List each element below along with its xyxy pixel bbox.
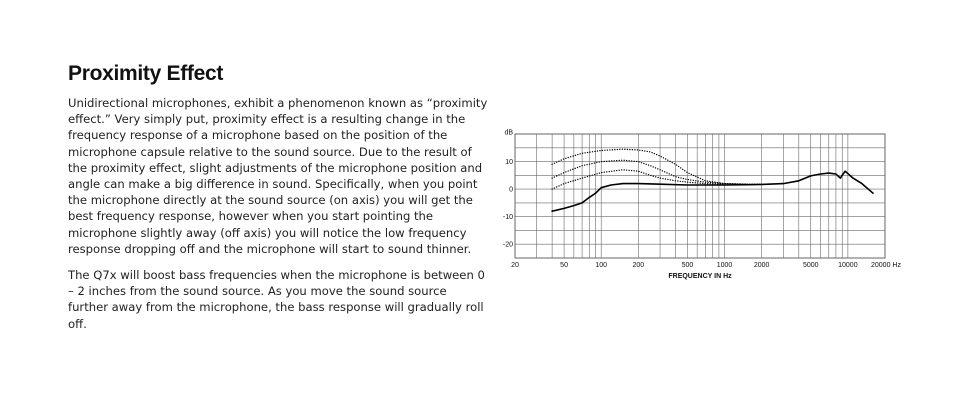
- x-tick-label: 20000 Hz: [871, 262, 901, 269]
- plot-frame: [515, 134, 885, 258]
- y-tick-label: 10: [505, 159, 513, 167]
- body-paragraph: Unidirectional microphones, exhibit a phenomenon known as “proximity effect.” Very simply put, proximity effect is a resulting change in the frequency response of a microphone based on the position of the microphone capsule relative to the sound source. Due to the result of the proximity effect, slight adjustments of the microphone position and angle can make a big difference in sound. Specifically, when you point the microphone directly at the sound source (on axis) you will get the best frequency response, however when you start pointing the microphone slightly away (off axis) you will notice the low frequency response dropping off and the microphone will start to sound thinner.: [68, 96, 488, 256]
- dotted-response-curve: [552, 160, 746, 184]
- section-title: Proximity Effect: [68, 62, 224, 85]
- dotted-response-curve: [552, 149, 762, 184]
- body-paragraph: The Q7x will boost bass frequencies when the microphone is between 0 – 2 inches from the sound source. As you move the sound source further away from the microphone, the bass response will gradually roll off.: [68, 268, 485, 331]
- x-tick-label: 1000: [716, 262, 733, 269]
- y-tick-label: -10: [502, 214, 513, 222]
- x-tick-label: 50: [560, 262, 568, 269]
- x-axis-label: FREQUENCY IN Hz: [668, 273, 732, 280]
- x-tick-label: 2000: [753, 262, 770, 269]
- x-tick-label: 10000: [838, 262, 858, 269]
- y-tick-label: -20: [502, 241, 513, 249]
- y-tick-label: 0: [509, 186, 513, 194]
- x-tick-label: 200: [632, 262, 645, 269]
- x-tick-label: 5000: [802, 262, 819, 269]
- x-tick-label: 100: [595, 262, 608, 269]
- y-axis-label: dB: [504, 129, 513, 137]
- x-tick-label: 500: [681, 262, 694, 269]
- x-tick-label: 20: [511, 262, 519, 269]
